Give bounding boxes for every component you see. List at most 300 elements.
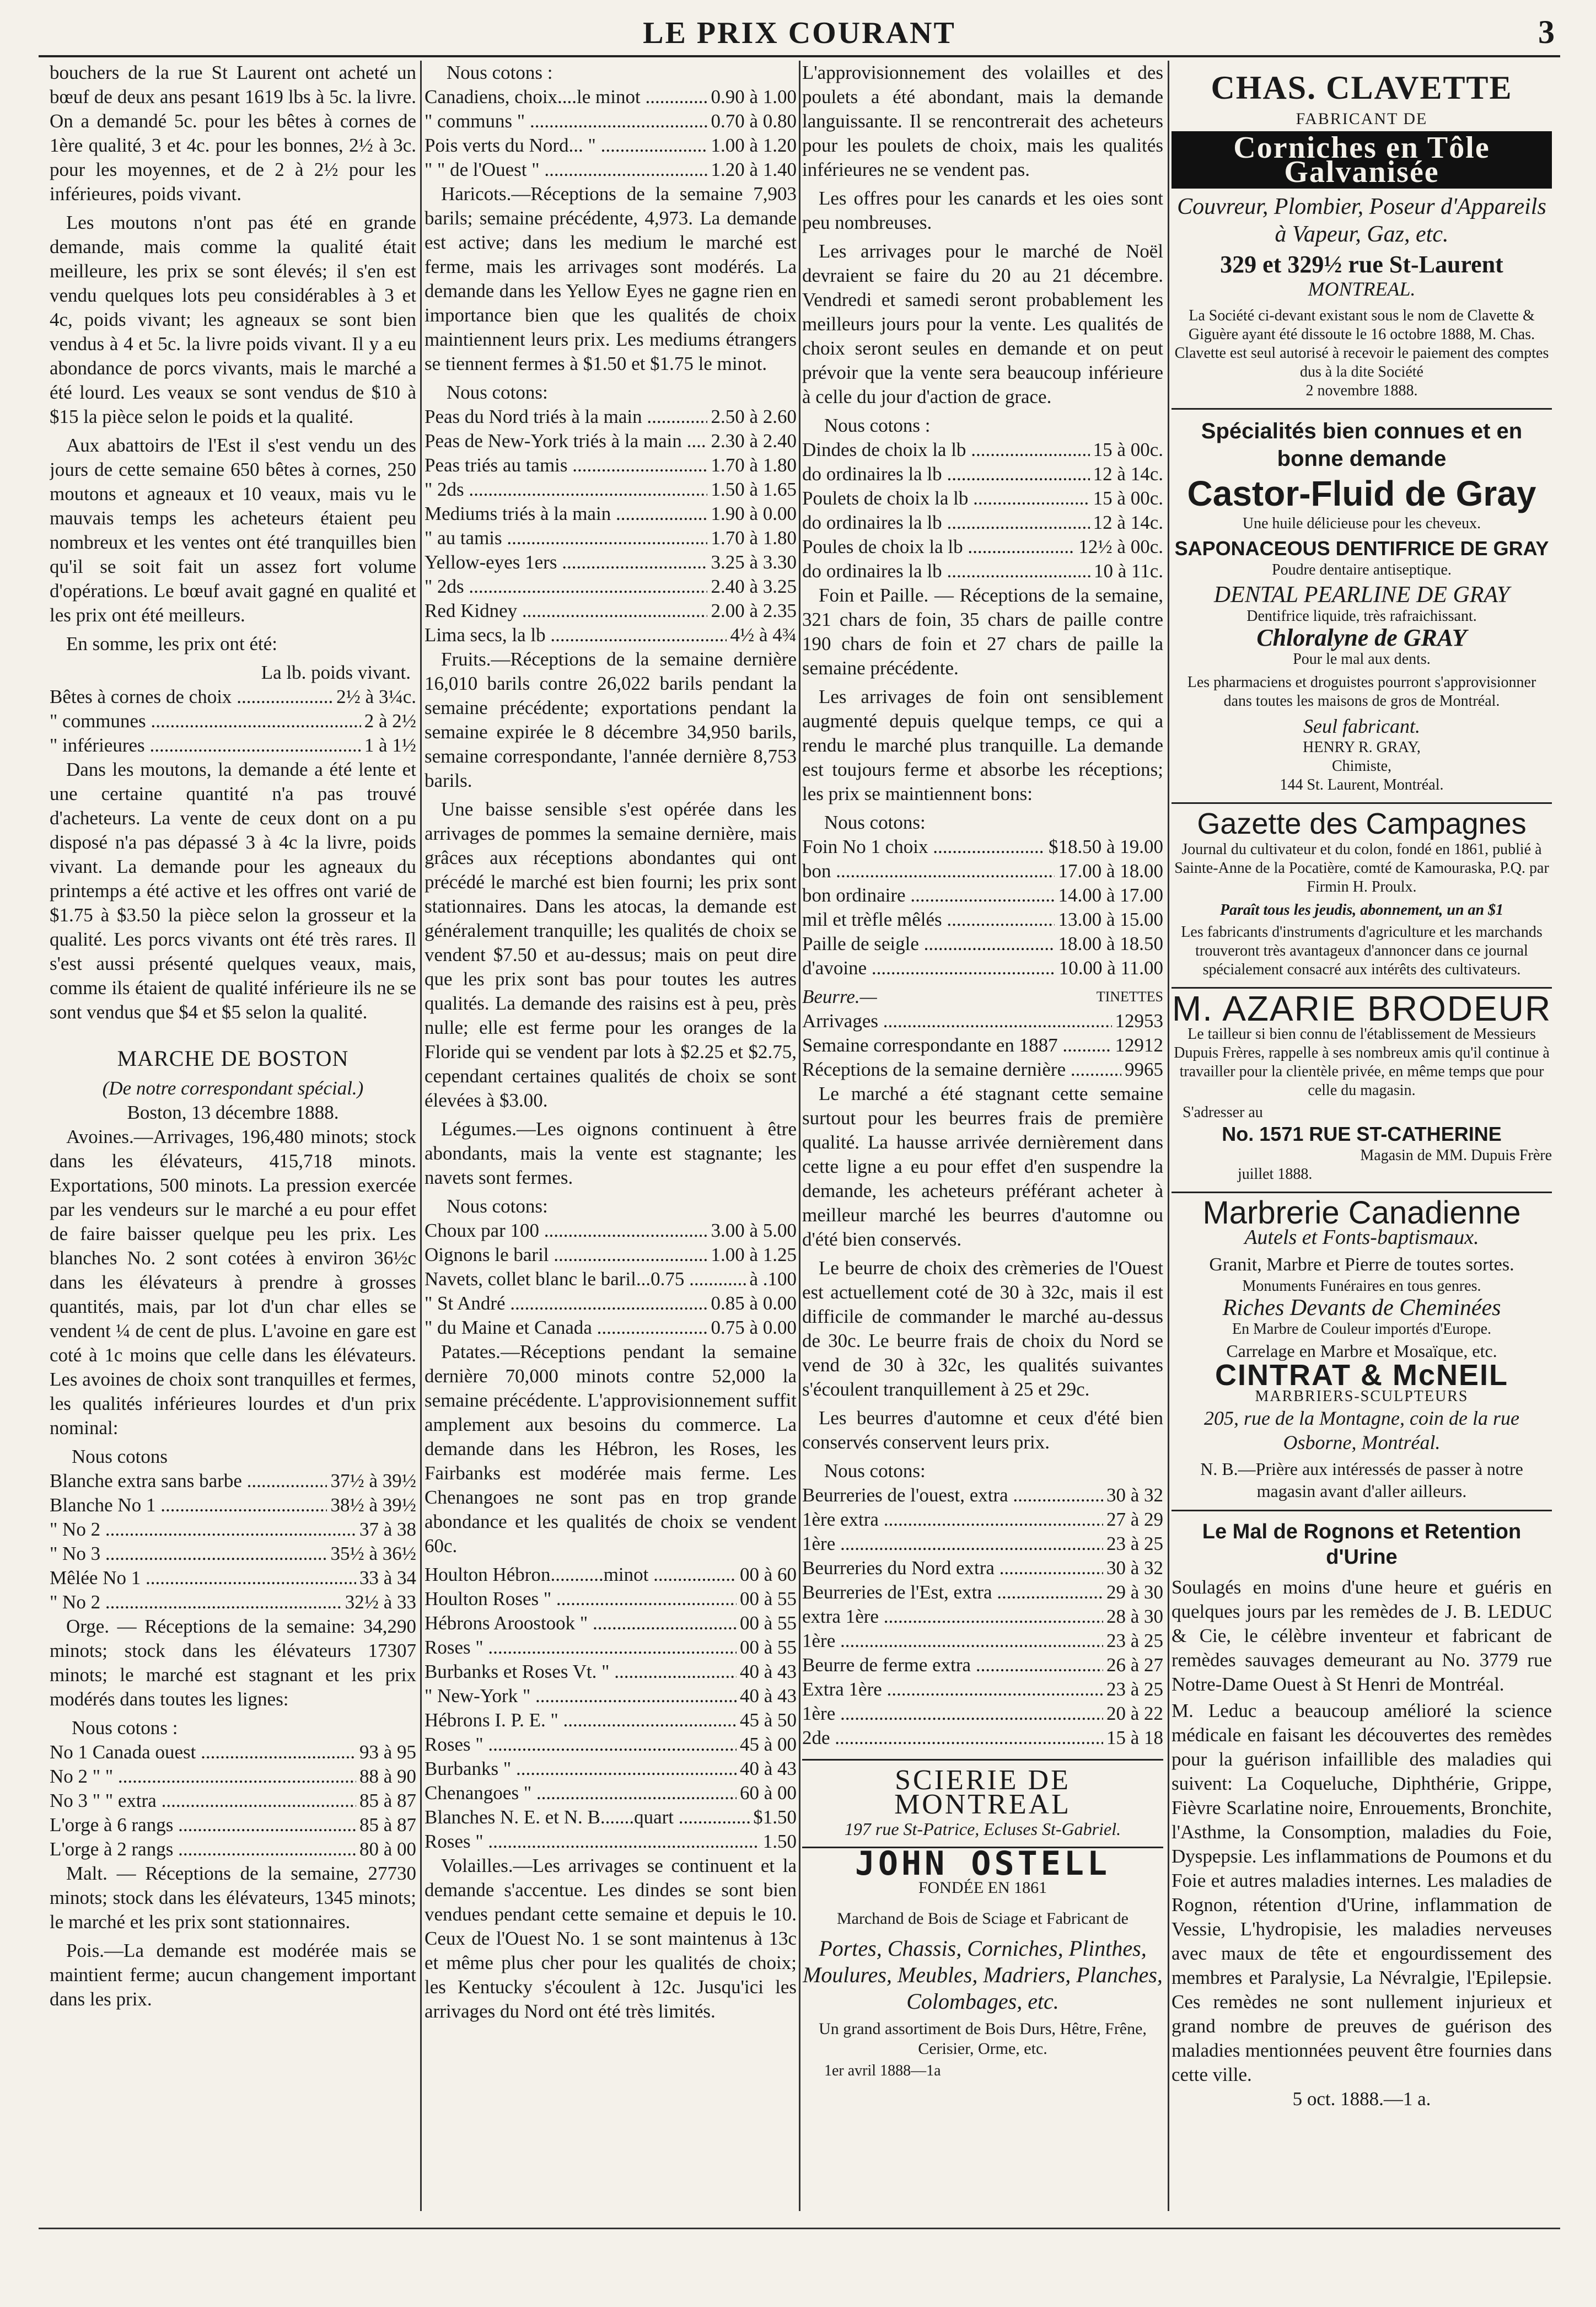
price-row: [424, 575, 797, 599]
ad-clavette: [1172, 61, 1552, 410]
price-value: 2.00 à 2.35: [711, 600, 797, 621]
price-label: No 1 Canada ouest .....: [50, 1740, 356, 1764]
price-row: [424, 1732, 797, 1757]
price-row: [424, 623, 797, 647]
column-rule: [420, 61, 422, 2211]
price-label: " New-York " .....: [424, 1684, 737, 1708]
paragraph: Les moutons n'ont pas été en grande demande, mais comme la qualité était meilleure, les prix se sont élevés; il s'en est vendu quelques lots peu considérables à 3 et 4c, poids vivant; les agneaux se sont bien vendus à 4 et 5c. la livre poids vivant. Il y a eu abondance de porcs vivants, mais le marché a été lourd. Les veaux se sont vendus de $10 à $15 la pièce selon le poids et la qualité.: [50, 212, 416, 427]
price-value: 60 à 00: [739, 1782, 797, 1804]
price-row: [424, 502, 797, 526]
price-row: [802, 1058, 1163, 1082]
price-value: 40 à 43: [739, 1758, 797, 1779]
price-row: [802, 1653, 1163, 1677]
ad-address: No. 1571 RUE ST-CATHERINE: [1222, 1123, 1502, 1145]
paragraph: Foin et Paille. — Réceptions de la semaine, 321 chars de foin, 35 chars de paille contre 190 chars de foin et 27 chars de paille la semaine précédente.: [802, 584, 1163, 679]
price-value: 80 à 00: [359, 1838, 416, 1860]
ad-trades: Couvreur, Plombier, Poseur d'Appareils à Vapeur, Gaz, etc.: [1177, 194, 1546, 247]
price-value: 40 à 43: [739, 1685, 797, 1707]
price-value: 1.90 à 0.00: [711, 503, 797, 524]
price-value: 20 à 22: [1106, 1703, 1163, 1724]
ad-product: Chloralyne de GRAY: [1256, 624, 1467, 651]
price-row: [424, 1708, 797, 1732]
ad-title: SCIERIE DE MONTREAL: [894, 1764, 1071, 1820]
price-row: [50, 1469, 416, 1493]
ad-address: 144 St. Laurent, Montréal.: [1280, 776, 1444, 793]
ad-city: MONTREAL.: [1308, 278, 1416, 300]
price-row: [802, 511, 1163, 535]
price-label: " communes .....: [50, 709, 361, 733]
ad-address: 197 rue St-Patrice, Ecluses St-Gabriel.: [844, 1819, 1121, 1839]
price-value: 1.20 à 1.40: [711, 159, 797, 180]
price-value: 2.40 à 3.25: [711, 576, 797, 597]
paragraph: Fruits.—Réceptions de la semaine dernière 16,010 barils contre 26,022 barils pendant la semaine précédente; exportations pendant la semaine expirée le 8 décembre 34,950 barils, semaine correspondante, l'année dernière 8,753 barils.: [424, 648, 797, 791]
price-table: [802, 438, 1163, 583]
price-label: Semaine correspondante en 1887 .....: [802, 1033, 1112, 1058]
ad-address: 205, rue de la Montagne, coin de la rue Osborne, Montréal.: [1204, 1407, 1519, 1453]
price-value: 1.70 à 1.80: [711, 454, 797, 476]
ad-address: 329 et 329½ rue St-Laurent: [1220, 251, 1503, 278]
price-label: " au tamis .....: [424, 526, 707, 550]
price-row: [802, 908, 1163, 932]
ad-label: S'adresser au: [1183, 1104, 1263, 1121]
ad-product: DENTAL PEARLINE DE GRAY: [1213, 582, 1510, 608]
price-label: extra 1ère .....: [802, 1605, 1103, 1629]
price-value: 23 à 25: [1106, 1678, 1163, 1700]
price-value: 1 à 1½: [364, 734, 416, 756]
price-label: Foin No 1 choix .....: [802, 835, 1045, 859]
price-row: [424, 1291, 797, 1316]
price-value: 37 à 38: [359, 1519, 416, 1540]
price-row: [424, 158, 797, 182]
price-value: $18.50 à 19.00: [1048, 836, 1163, 857]
price-value: 85 à 87: [359, 1790, 416, 1811]
paragraph: Haricots.—Réceptions de la semaine 7,903 barils; semaine précédente, 4,973. La demande est active; dans les medium le marché est ferme, mais les arrivages sont modérés. La demande dans les Yellow Eyes ne gagne rien en importance bien que les qualités de choix maintiennent leurs prix. Les mediums étrangers se tiennent fermes à $1.50 et $1.75 le minot.: [424, 183, 797, 374]
price-row: [50, 733, 416, 758]
price-table: [50, 1469, 416, 1614]
price-label: Red Kidney .....: [424, 599, 707, 623]
price-value: 27 à 29: [1106, 1509, 1163, 1530]
price-row: [424, 405, 797, 429]
price-row: [802, 883, 1163, 908]
ad-founded: FONDÉE EN 1861: [918, 1879, 1047, 1897]
price-value: 30 à 32: [1106, 1557, 1163, 1579]
list-intro: Nous cotons:: [824, 812, 926, 833]
ad-product: Castor-Fluid de Gray: [1187, 474, 1536, 513]
price-table: [50, 685, 416, 758]
price-value: 26 à 27: [1106, 1654, 1163, 1676]
price-label: Yellow-eyes 1ers .....: [424, 550, 707, 575]
price-label: Burbanks et Roses Vt. " .....: [424, 1660, 737, 1684]
paragraph: En somme, les prix ont été:: [66, 633, 277, 654]
price-value: 93 à 95: [359, 1741, 416, 1763]
price-value: 18.00 à 18.50: [1058, 933, 1163, 954]
price-row: [802, 1507, 1163, 1532]
ad-product-desc: Poudre dentaire antiseptique.: [1272, 561, 1452, 578]
price-value: 0.70 à 0.80: [711, 110, 797, 132]
paragraph: Volailles.—Les arrivages se continuent et la demande s'accentue. Les dindes se sont bien vendues pendant cette semaine et depuis le 10. Ceux de l'Ouest No. 1 se sont maintenus à 13c et même plus cher pour les qualités de choix; les Kentucky s'écoulent à 12c. Jusqu'ici les arrivages du Nord ont été très limités.: [424, 1855, 797, 2022]
ad-assortment: Un grand assortiment de Bois Durs, Hêtre, Frêne, Cerisier, Orme, etc.: [819, 2020, 1147, 2058]
price-label: 1ère extra .....: [802, 1507, 1103, 1532]
price-row: [50, 709, 416, 733]
price-value: 45 à 00: [739, 1734, 797, 1755]
price-table: [50, 1740, 416, 1861]
price-row: [424, 1635, 797, 1660]
price-row: [424, 133, 797, 158]
price-label: Mêlée No 1 .....: [50, 1566, 356, 1590]
price-row: [424, 453, 797, 478]
price-row: [424, 109, 797, 133]
price-row: [50, 685, 416, 709]
price-row: [424, 85, 797, 109]
price-label: Peas de New-York triés à la main .....: [424, 429, 707, 453]
price-value: 1.00 à 1.20: [711, 135, 797, 156]
price-row: [424, 478, 797, 502]
price-label: 2de .....: [802, 1726, 1103, 1750]
price-label: Paille de seigle .....: [802, 932, 1055, 956]
paragraph: Patates.—Réceptions pendant la semaine dernière 70,000 minots contre 52,000 la semaine précédente. L'approvisionnement suffit amplement aux besoins du commerce. La demande dans les Hébron, les Roses, les Fairbanks est modérée mais ferme. Les Chenangoes ne sont pas en trop grande abondance et les qualités de choix se vendent 60c.: [424, 1341, 797, 1557]
column-rule: [1168, 61, 1169, 2211]
price-label: do ordinaires la lb .....: [802, 462, 1090, 486]
price-value: 2.50 à 2.60: [711, 406, 797, 427]
newspaper-title: LE PRIX COURANT: [643, 16, 956, 50]
paragraph: Le marché a été stagnant cette semaine surtout pour les beurres frais de première qualité. La hausse arrivée dernièrement dans cette ligne a eu pour effet d'en suspendre la demande, les acheteurs préférant acheter à meilleur marché les beurres d'automne ou d'été bien conservés.: [802, 1083, 1163, 1250]
ad-maker-title: Chimiste,: [1331, 758, 1392, 775]
price-row: [50, 1517, 416, 1542]
price-value: à .100: [749, 1268, 797, 1290]
paragraph: Les beurres d'automne et ceux d'été bien conservés conservent leurs prix.: [802, 1407, 1163, 1453]
price-label: Beurreries de l'Est, extra .....: [802, 1580, 1103, 1605]
price-label: " St André .....: [424, 1291, 707, 1316]
price-label: Chenangoes " .....: [424, 1781, 737, 1805]
price-value: 3.25 à 3.30: [711, 551, 797, 573]
price-label: Réceptions de la semaine dernière .....: [802, 1058, 1121, 1082]
price-label: " 2ds .....: [424, 478, 707, 502]
ad-product-desc: Dentifrice liquide, très rafraichissant.: [1246, 608, 1477, 625]
price-row: [424, 1805, 797, 1829]
price-value: 10 à 11c.: [1093, 560, 1163, 582]
page-header: [39, 11, 1560, 57]
price-label: Oignons le baril .....: [424, 1243, 707, 1267]
price-label: " inférieures .....: [50, 733, 361, 758]
price-label: Pois verts du Nord... " .....: [424, 133, 707, 158]
price-label: Hébrons Aroostook " .....: [424, 1611, 737, 1635]
ad-date: 1er avril 1888—1a: [824, 2062, 941, 2079]
price-label: Houlton Roses " .....: [424, 1587, 737, 1611]
price-label: mil et trèfle mêlés .....: [802, 908, 1055, 932]
paragraph: Les arrivages pour le marché de Noël devraient se faire du 20 au 21 décembre. Vendredi et samedi seront probablement les meilleurs jours pour la vente. Les qualités de choix seront seules en demande et on peut prévoir que la vente sera beaucoup inférieure à celle du jour d'action de grace.: [802, 240, 1163, 407]
paragraph: bouchers de la rue St Laurent ont acheté un bœuf de deux ans pesant 1619 lbs à 5c. la livre. On a demandé 5c. pour les bêtes à cornes de 1ère qualité, 3 et 4c. pour les bonnes, 2½ à 3c. pour les moyennes, et de 2 à 2½ pour les inférieures, poids vivant.: [50, 62, 416, 205]
price-value: 23 à 25: [1106, 1533, 1163, 1554]
price-value: 33 à 34: [359, 1567, 416, 1589]
price-value: 1.50 à 1.65: [711, 479, 797, 500]
price-row: [424, 1219, 797, 1243]
paragraph: Légumes.—Les oignons continuent à être abondants, mais la vente est stagnante; les navets sont fermes.: [424, 1118, 797, 1188]
price-label: " No 2 .....: [50, 1590, 342, 1614]
price-value: $1.50: [753, 1806, 797, 1828]
section-title: MARCHE DE BOSTON: [117, 1046, 349, 1071]
price-label: Poulets de choix la lb .....: [802, 486, 1090, 511]
price-row: [802, 1556, 1163, 1580]
price-value: 28 à 30: [1106, 1606, 1163, 1627]
list-intro: Nous cotons: [72, 1446, 168, 1467]
ad-scierie: [802, 1759, 1163, 2083]
price-label: Dindes de choix la lb .....: [802, 438, 1090, 462]
price-label: No 3 " " extra .....: [50, 1789, 356, 1813]
price-row: [424, 429, 797, 453]
ad-title: Le Mal de Rognons et Retention d'Urine: [1202, 1520, 1522, 1569]
price-value: 3.00 à 5.00: [711, 1220, 797, 1241]
ad-subtitle: Autels et Fonts-baptismaux.: [1244, 1226, 1479, 1249]
price-row: [802, 1532, 1163, 1556]
ad-product-desc: Une huile délicieuse pour les cheveux.: [1242, 515, 1481, 532]
section-subtitle: (De notre correspondant spécial.): [102, 1077, 364, 1099]
price-label: Arrivages .....: [802, 1009, 1112, 1033]
price-row: [802, 956, 1163, 980]
price-table-header: La lb. poids vivant.: [261, 662, 411, 683]
ad-line: Riches Devants de Cheminées: [1222, 1295, 1501, 1321]
price-row: [802, 486, 1163, 511]
price-label: " " de l'Ouest " .....: [424, 158, 707, 182]
price-row: [424, 1684, 797, 1708]
ad-rognons: [1172, 1511, 1552, 2119]
price-label: do ordinaires la lb .....: [802, 511, 1090, 535]
ad-text: Soulagés en moins d'une heure et guéris en quelques jours par les remèdes de J. B. LEDUC & Cie, le célèbre inventeur et fabricant de remèdes sauvages demeurant au No. 3779 rue Notre-Dame Ouest à St Henri de Montréal.: [1172, 1576, 1552, 1695]
price-label: Navets, collet blanc le baril...0.75 .....: [424, 1267, 746, 1291]
price-value: 15 à 00c.: [1093, 439, 1163, 460]
price-label: Roses " .....: [424, 1732, 737, 1757]
ad-description: Le tailleur si bien connu de l'établissement de Messieurs Dupuis Frères, rappelle à ses nombreux amis qu'il continue à travailler pour la clientèle privée, en même temps que pour celle du magasin.: [1174, 1026, 1550, 1099]
dateline: Boston, 13 décembre 1888.: [127, 1102, 339, 1123]
price-label: Roses " .....: [424, 1829, 760, 1854]
price-label: " communs " .....: [424, 109, 707, 133]
price-value: 85 à 87: [359, 1814, 416, 1836]
ad-gray: [1172, 410, 1552, 804]
paragraph: Avoines.—Arrivages, 196,480 minots; stock dans les élévateurs, 415,718 minots. Exportations, 500 minots. La pression exercée par les vendeurs sur le marché a eu pour effet de faire baisser quelque peu les prix. Les blanches No. 2 sont cotées à environ 36½c dans les élévateurs à prendre à grosses quantités, mais, par lot d'un char elles se vendent ¼ de cent de plus. L'avoine en gare est coté à 1c moins que celle dans les élévateurs. Les avoines de choix sont tranquilles et fermes, les qualités inférieures lourdes et d'un prix nominal:: [50, 1126, 416, 1439]
price-value: 0.85 à 0.00: [711, 1292, 797, 1314]
price-label: Beurre de ferme extra .....: [802, 1653, 1103, 1677]
price-row: [802, 1483, 1163, 1507]
price-row: [424, 1781, 797, 1805]
price-row: [802, 1580, 1163, 1605]
list-intro: Nous cotons:: [447, 1195, 548, 1217]
price-row: [802, 438, 1163, 462]
ad-maker: HENRY R. GRAY,: [1303, 739, 1421, 756]
column-header: TINETTES: [1096, 989, 1163, 1005]
price-row: [50, 1764, 416, 1789]
price-value: 12 à 14c.: [1093, 463, 1163, 485]
ad-firm-sub: MARBRIERS-SCULPTEURS: [1255, 1388, 1469, 1405]
ad-name: CHAS. CLAVETTE: [1211, 69, 1513, 106]
price-row: [802, 1629, 1163, 1653]
price-value: 15 à 00c.: [1093, 487, 1163, 509]
ad-line: Monuments Funéraires en tous genres.: [1242, 1278, 1481, 1295]
price-value: 4½ à 4¾: [730, 624, 797, 646]
ad-brodeur: [1172, 989, 1552, 1193]
list-intro: Nous cotons :: [824, 415, 931, 436]
paragraph: Une baisse sensible s'est opérée dans les arrivages de pommes la semaine dernière, mais grâces aux réceptions abondantes qui ont précédé le marché est bien fourni; les prix sont stationnaires. Dans les atocas, la demande est généralement tranquille; les qualités de choix se vendent $7.50 et au-dessus; mais on peut dire que les prix sont bas pour toutes les autres qualités. La demande des raisins est à peu, près nulle; elle est ferme pour les oranges de la Floride qui se vendent par lots à $2.25 et $2.75, cependant certaines qualités de choix se sont élevées à $3.00.: [424, 798, 797, 1111]
price-row: [50, 1789, 416, 1813]
price-value: 10.00 à 11.00: [1058, 957, 1163, 979]
price-label: Burbanks " .....: [424, 1757, 737, 1781]
price-row: [424, 1611, 797, 1635]
price-row: [802, 1726, 1163, 1750]
ad-line: Granit, Marbre et Pierre de toutes sortes.: [1209, 1254, 1514, 1275]
ad-heading: Spécialités bien connues et en bonne demande: [1201, 419, 1523, 471]
price-row: [802, 1702, 1163, 1726]
page-number: 3: [1538, 14, 1555, 50]
price-label: L'orge à 2 rangs .....: [50, 1837, 356, 1861]
ad-notice: Les pharmaciens et droguistes pourront s'approvisionner dans toutes les maisons de gros de Montréal.: [1187, 674, 1536, 710]
ad-subscription: Paraît tous les jeudis, abonnement, un an $1: [1219, 902, 1504, 919]
ad-line: En Marbre de Couleur importés d'Europe.: [1232, 1321, 1492, 1338]
ad-name: JOHN OSTELL: [855, 1844, 1111, 1883]
price-label: d'avoine .....: [802, 956, 1056, 980]
price-label: Choux par 100 .....: [424, 1219, 707, 1243]
price-label: Roses " .....: [424, 1635, 737, 1660]
ad-product-desc: Pour le mal aux dents.: [1293, 651, 1431, 668]
price-row: [50, 1566, 416, 1590]
price-row: [424, 526, 797, 550]
price-value: 2½ à 3¼c.: [336, 686, 416, 707]
ad-line: Carrelage en Marbre et Mosaïque, etc.: [1226, 1341, 1497, 1361]
price-value: 13.00 à 15.00: [1058, 909, 1163, 930]
price-label: Peas du Nord triés à la main .....: [424, 405, 707, 429]
price-row: [424, 1316, 797, 1340]
price-table: [424, 85, 797, 182]
price-label: Blanches N. E. et N. B.......quart .....: [424, 1805, 750, 1829]
price-row: [424, 1267, 797, 1291]
paragraph: Les offres pour les canards et les oies sont peu nombreuses.: [802, 187, 1163, 233]
price-table: [802, 835, 1163, 980]
price-label: 1ère .....: [802, 1702, 1103, 1726]
price-row: [50, 1837, 416, 1861]
list-intro: Nous cotons :: [447, 62, 553, 83]
price-row: [424, 550, 797, 575]
price-row: [802, 835, 1163, 859]
ad-marbrerie: [1172, 1193, 1552, 1511]
ad-name: M. AZARIE BRODEUR: [1172, 989, 1552, 1028]
column-4-ads: [1172, 61, 1552, 2211]
paragraph: Les arrivages de foin ont sensiblement augmenté depuis quelque temps, ce qui a rendu le marché plus tranquille. La demande est toujours ferme et absorbe les réceptions; les prix se maintiennent bons:: [802, 686, 1163, 804]
price-value: 38½ à 39½: [330, 1494, 416, 1516]
price-label: Lima secs, la lb .....: [424, 623, 727, 647]
ad-label: Seul fabricant.: [1303, 715, 1420, 737]
ad-description: Journal du cultivateur et du colon, fondé en 1861, publié à Sainte-Anne de la Pocatière, comté de Kamouraska, P.Q. par Firmin H. Proulx.: [1174, 841, 1549, 895]
price-value: 00 à 55: [739, 1637, 797, 1658]
price-value: 1.00 à 1.25: [711, 1244, 797, 1265]
price-value: 15 à 18: [1106, 1727, 1163, 1748]
price-value: 23 à 25: [1106, 1630, 1163, 1651]
ad-firm: CINTRAT & McNEIL: [1215, 1359, 1508, 1392]
list-intro: Nous cotons :: [72, 1717, 178, 1739]
bottom-rule: [39, 2228, 1560, 2229]
column-3: [802, 61, 1163, 2211]
price-label: Blanche No 1 .....: [50, 1493, 327, 1517]
ad-text: M. Leduc a beaucoup amélioré la science médicale en faisant les découvertes des remèdes pour la guérison infaillible des maladies qui suivent: La Coqueluche, Diphthérie, Grippe, Fièvre Scarlatine noire, Enrouements, Bronchite, l'Asthme, la Consomption, maladies du Foie, Dyspepsie. Les inflammations de Poumons et du Foie et autres maladies internes. Les maladies de Rognon, rétention d'Urine, inflammation de Vessie, L'hydropisie, les maladies nerveuses avec maux de tête et engourdissement des membres et Paralysie, La Névralgie, l'Epilepsie. Ces remèdes ne sont nullement injurieux et grand nombre de preuves de guérison des maladies mentionnées peuvent être fournies dans cette ville.: [1172, 1700, 1552, 2085]
price-row: [424, 1757, 797, 1781]
list-intro: Nous cotons:: [824, 1460, 926, 1482]
price-label: 1ère .....: [802, 1532, 1103, 1556]
column-1: [50, 61, 416, 2211]
column-2: [424, 61, 797, 2211]
price-row: [424, 1660, 797, 1684]
price-label: Hébrons I. P. E. " .....: [424, 1708, 737, 1732]
price-row: [50, 1590, 416, 1614]
ad-store: Magasin de MM. Dupuis Frère: [1360, 1147, 1552, 1164]
price-row: [50, 1493, 416, 1517]
price-value: 2.30 à 2.40: [711, 430, 797, 452]
price-row: [802, 859, 1163, 883]
price-value: 1.50: [762, 1831, 797, 1852]
price-value: 29 à 30: [1106, 1581, 1163, 1603]
price-row: [802, 559, 1163, 583]
price-label: 1ère .....: [802, 1629, 1103, 1653]
price-label: " No 3 .....: [50, 1542, 327, 1566]
price-label: Beurreries du Nord extra .....: [802, 1556, 1103, 1580]
section-label: Beurre.—: [802, 986, 877, 1007]
price-label: Houlton Hébron...........minot .....: [424, 1563, 737, 1587]
price-label: Mediums triés à la main .....: [424, 502, 707, 526]
price-value: 12912: [1115, 1034, 1163, 1056]
price-row: [424, 1587, 797, 1611]
price-row: [50, 1542, 416, 1566]
price-label: Bêtes à cornes de choix .....: [50, 685, 333, 709]
price-row: [424, 599, 797, 623]
price-value: 14.00 à 17.00: [1058, 884, 1163, 906]
price-value: 45 à 50: [739, 1709, 797, 1731]
price-value: 12953: [1115, 1010, 1163, 1032]
paragraph: Aux abattoirs de l'Est il s'est vendu un des jours de cette semaine 650 bêtes à cornes, 250 moutons et agneaux et 10 veaux, mais vu le mauvais temps les acheteurs étaient peu nombreux et les ventes ont été tranquilles bien qu'il se soit fait un assez fort volume d'opérations. Le bœuf avait gagné en qualité et les prix ont été meilleurs.: [50, 434, 416, 626]
price-label: L'orge à 6 rangs .....: [50, 1813, 356, 1837]
ad-product: SAPONACEOUS DENTIFRICE DE GRAY: [1174, 537, 1549, 560]
price-row: [802, 535, 1163, 559]
price-row: [802, 1605, 1163, 1629]
ad-date: 5 oct. 1888.—1 a.: [1292, 2088, 1431, 2110]
price-value: 00 à 55: [739, 1588, 797, 1609]
price-label: do ordinaires la lb .....: [802, 559, 1090, 583]
price-value: 17.00 à 18.00: [1058, 860, 1163, 882]
paragraph: Le beurre de choix des crèmeries de l'Ouest est actuellement coté de 30 à 32c, mais il est difficile de commander le marché au-dessus de 30c. Le beurre frais de choix du Nord se vend de 30 à 32c, les qualités suivantes s'écoulent tranquillement à 25 et 29c.: [802, 1257, 1163, 1400]
table-header-row: [802, 985, 1163, 1009]
price-value: 2 à 2½: [364, 710, 416, 732]
price-row: [802, 462, 1163, 486]
paragraph: Malt. — Réceptions de la semaine, 27730 minots; stock dans les élévateurs, 1345 minots; le marché et les prix sont stationnaires.: [50, 1863, 416, 1933]
price-row: [802, 1677, 1163, 1702]
price-table: [802, 1009, 1163, 1082]
ad-description: Marchand de Bois de Sciage et Fabricant de: [837, 1909, 1129, 1928]
price-label: Canadiens, choix....le minot .....: [424, 85, 707, 109]
list-intro: Nous cotons:: [447, 382, 548, 403]
price-row: [50, 1740, 416, 1764]
price-row: [424, 1829, 797, 1854]
price-row: [50, 1813, 416, 1837]
paragraph: Dans les moutons, la demande a été lente et une certaine quantité n'a pas trouvé d'acheteurs. La vente de ceux dont on a pu disposé n'a pas dépassé 3 à 4c la livre, poids vivant. La demande pour les agneaux du printemps a été active et les offres ont varié de $1.75 à $3.50 la pièce selon la grosseur et la qualité. Les porcs vivants ont été très rares. Il s'est aussi présenté quelques veaux, mais, comme ils étaient de qualité inférieure ils ne se sont vendus que $4 et $5 selon la qualité.: [50, 759, 416, 1023]
paragraph: Pois.—La demande est modérée mais se maintient ferme; aucun changement important dans les prix.: [50, 1940, 416, 2010]
price-label: " du Maine et Canada .....: [424, 1316, 707, 1340]
price-label: bon .....: [802, 859, 1055, 883]
price-label: " No 2 .....: [50, 1517, 356, 1542]
ad-notice: Les fabricants d'instruments d'agriculture et les marchands trouveront très avantageux d'annoncer dans ce journal spécialement consacré aux intérêts des cultivateurs.: [1181, 924, 1543, 978]
price-value: 0.75 à 0.00: [711, 1317, 797, 1338]
ad-title: Marbrerie Canadienne: [1202, 1195, 1521, 1231]
ad-gazette: [1172, 804, 1552, 989]
paragraph: Orge. — Réceptions de la semaine: 34,290 minots; stock dans les élévateurs 17307 minots; le marché est stagnant et les prix modérés dans toutes les lignes:: [50, 1616, 416, 1710]
price-table: [424, 1219, 797, 1340]
price-row: [424, 1243, 797, 1267]
price-label: No 2 " " .....: [50, 1764, 356, 1789]
price-row: [802, 1009, 1163, 1033]
price-value: 32½ à 33: [345, 1591, 416, 1613]
